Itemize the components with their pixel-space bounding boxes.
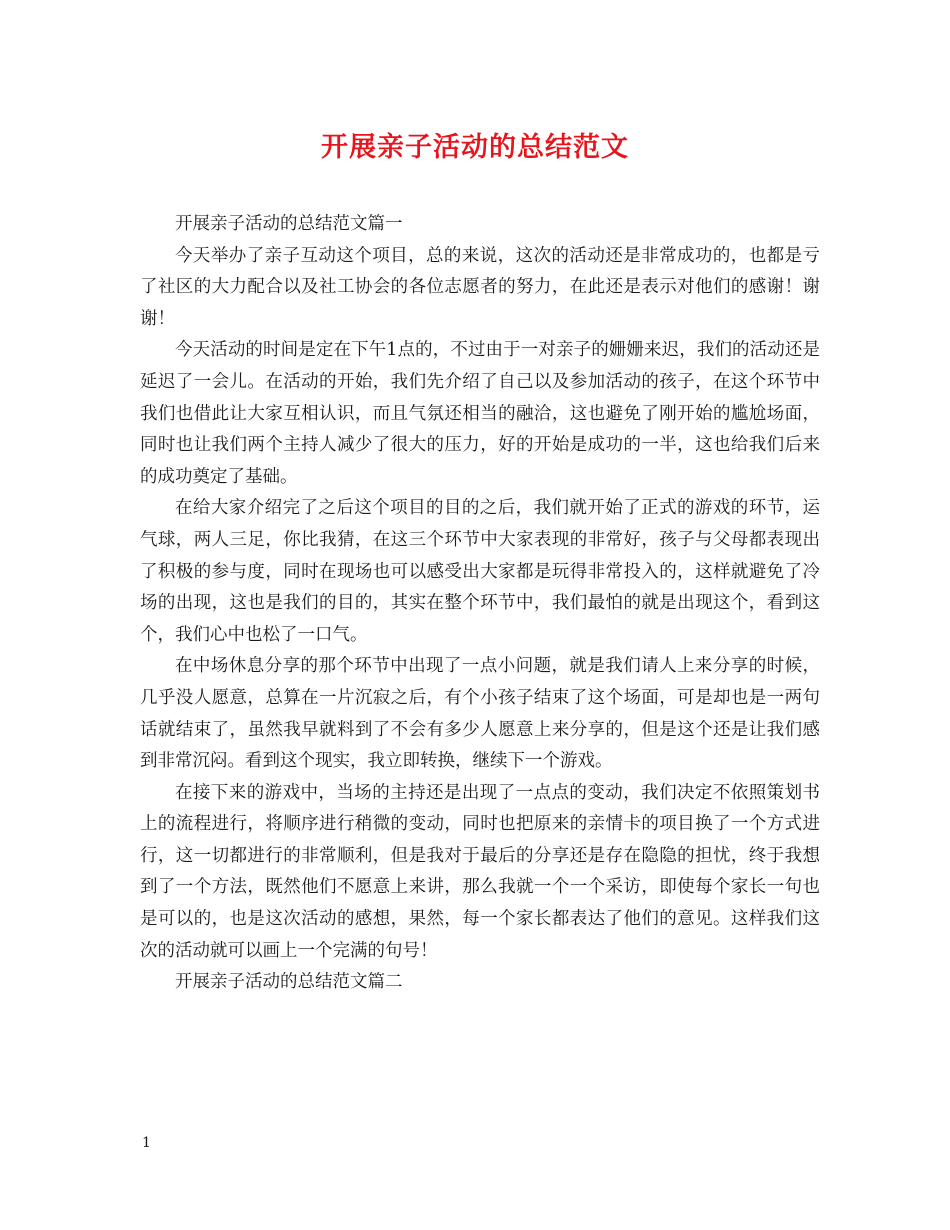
paragraph-2: 今天活动的时间是定在下午1点的，不过由于一对亲子的姗姗来迟，我们的活动还是延迟了一会儿。在活动的开始，我们先介绍了自己以及参加活动的孩子，在这个环节中我们也借此让大家互相认识，而且气氛还相当的融洽，这也避免了刚开始的尴尬场面，同时也让我们两个主持人减少了很大的压力，好的开始是成功的一半，这也给我们后来的成功奠定了基础。	[140, 340, 820, 487]
section-heading-2: 开展亲子活动的总结范文篇二	[175, 972, 403, 993]
document-body	[140, 209, 820, 999]
paragraph-3: 在给大家介绍完了之后这个项目的目的之后，我们就开始了正式的游戏的环节，运气球，两人三足，你比我猜，在这三个环节中大家表现的非常好，孩子与父母都表现出了积极的参与度，同时在现场也可以感受出大家都是玩得非常投入的，这样就避免了冷场的出现，这也是我们的目的，其实在整个环节中，我们最怕的就是出现这个，看到这个，我们心中也松了一口气。	[140, 498, 820, 645]
paragraph-1: 今天举办了亲子互动这个项目，总的来说，这次的活动还是非常成功的，也都是亏了社区的大力配合以及社工协会的各位志愿者的努力，在此还是表示对他们的感谢！谢谢！	[140, 245, 820, 329]
paragraph-5: 在接下来的游戏中，当场的主持还是出现了一点点的变动，我们决定不依照策划书上的流程进行，将顺序进行稍微的变动，同时也把原来的亲情卡的项目换了一个方式进行，这一切都进行的非常顺利，但是我对于最后的分享还是存在隐隐的担忧，终于我想到了一个方法，既然他们不愿意上来讲，那么我就一个一个采访，即使每个家长一句也是可以的，也是这次活动的感想，果然，每一个家长都表达了他们的意见。这样我们这次的活动就可以画上一个完满的句号！	[140, 782, 820, 961]
document-title: 开展亲子活动的总结范文	[321, 132, 629, 163]
paragraph-4: 在中场休息分享的那个环节中出现了一点小问题，就是我们请人上来分享的时候，几乎没人愿意，总算在一片沉寂之后，有个小孩子结束了这个场面，可是却也是一两句话就结束了，虽然我早就料到了不会有多少人愿意上来分享的，但是这个还是让我们感到非常沉闷。看到这个现实，我立即转换，继续下一个游戏。	[140, 656, 820, 772]
page-number: 1	[142, 1135, 151, 1151]
section-heading-1: 开展亲子活动的总结范文篇一	[175, 214, 403, 234]
